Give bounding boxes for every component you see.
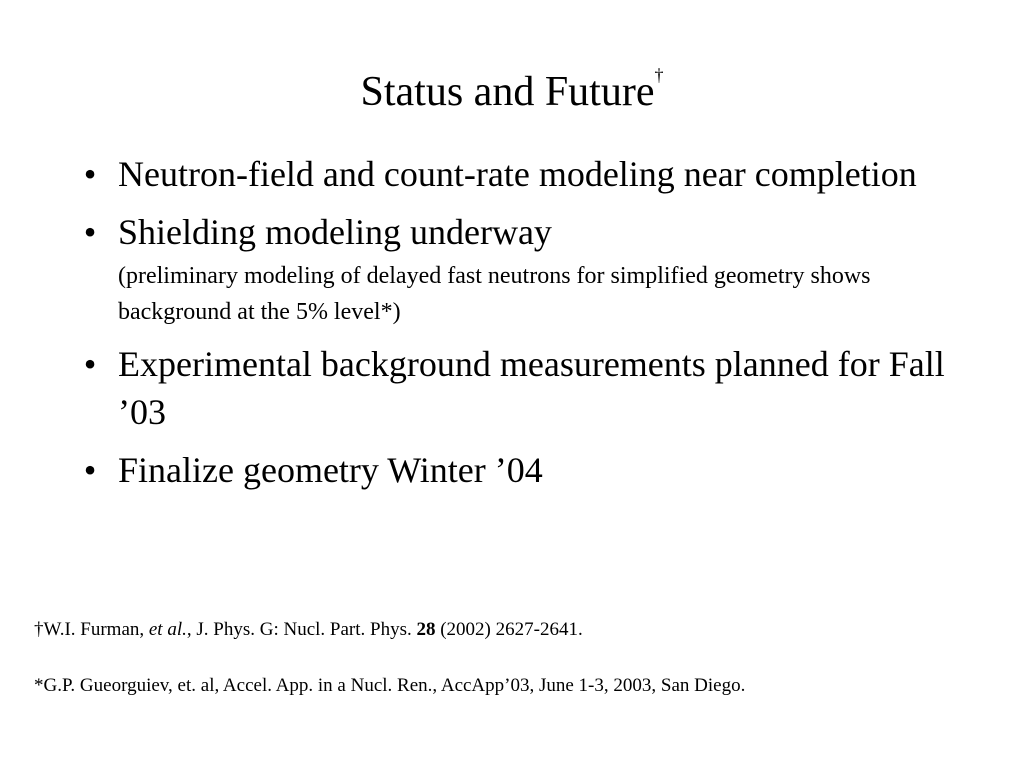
footnote-prefix: †W.I. Furman, (34, 619, 149, 640)
bullet-list (78, 150, 978, 504)
bullet-icon: • (83, 154, 97, 194)
bullet-icon: • (83, 212, 97, 252)
bullet-item-shielding (78, 208, 978, 330)
bullet-text: Neutron-field and count-rate modeling near completion (118, 154, 917, 194)
slide-title (0, 66, 1024, 118)
footnote-pages: (2002) 2627-2641. (435, 619, 583, 640)
bullet-item-measurements (78, 340, 978, 436)
footnote-journal: , J. Phys. G: Nucl. Part. Phys. (186, 619, 417, 640)
footnote-gueorguiev: *G.P. Gueorguiev, et. al, Accel. App. in a Nucl. Ren., AccApp’03, June 1-3, 2003, San Diego. (34, 675, 746, 696)
title-footnote-mark: † (654, 65, 664, 85)
bullet-icon: • (83, 344, 97, 384)
bullet-text: Shielding modeling underway (118, 212, 552, 252)
footnote-volume: 28 (416, 619, 436, 640)
footnote-etal: et al. (148, 619, 187, 640)
title-text: Status and Future (360, 69, 655, 115)
bullet-text: Experimental background measurements planned for Fall ’03 (118, 344, 945, 432)
bullet-item-modeling (78, 150, 978, 198)
bullet-item-geometry (78, 446, 978, 494)
footnote-furman (34, 618, 583, 642)
bullet-text: Finalize geometry Winter ’04 (118, 450, 543, 490)
bullet-icon: • (83, 450, 97, 490)
bullet-subnote: (preliminary modeling of delayed fast neutrons for simplified geometry shows background at the 5% level*) (118, 263, 871, 325)
